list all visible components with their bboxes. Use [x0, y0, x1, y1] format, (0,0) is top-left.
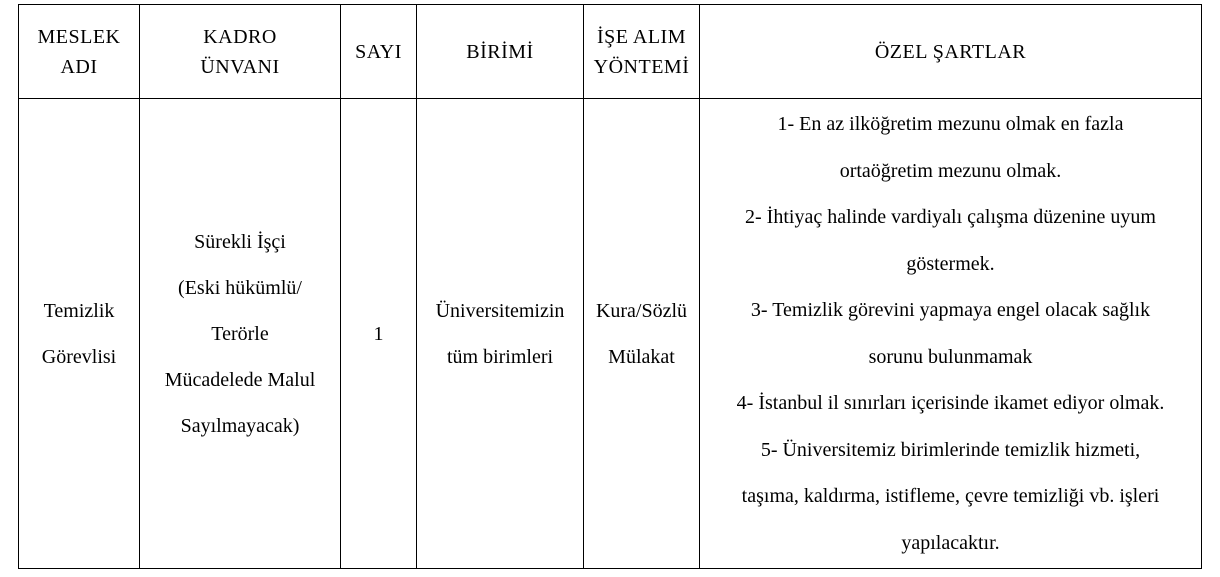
- position-title-line-2: (Eski hükümlü/: [178, 276, 302, 299]
- header-unit-label: BİRİMİ: [466, 40, 534, 63]
- header-unit: [417, 5, 584, 99]
- position-title-line-4: Mücadelede Malul: [164, 368, 316, 391]
- header-count-label: SAYI: [355, 40, 402, 63]
- requirement-line-2: ortaöğretim mezunu olmak.: [839, 159, 1062, 182]
- unit-line-1: Üniversitemizin: [435, 299, 565, 322]
- cell-position-title: [140, 99, 341, 569]
- unit-line-2: tüm birimleri: [446, 345, 554, 368]
- header-count: [341, 5, 417, 99]
- requirement-line-9: taşıma, kaldırma, istifleme, çevre temizliği vb. işleri: [741, 485, 1160, 507]
- header-profession-line-1: MESLEK: [37, 25, 121, 48]
- header-row: [19, 5, 1202, 99]
- profession-line-2: Görevlisi: [41, 345, 117, 368]
- hiring-method-line-2: Mülakat: [608, 345, 675, 368]
- header-requirements-label: ÖZEL ŞARTLAR: [874, 40, 1027, 63]
- header-profession: [19, 5, 140, 99]
- cell-requirements: [700, 99, 1202, 569]
- position-title-line-1: Sürekli İşçi: [194, 230, 286, 253]
- requirement-line-5: 3- Temizlik görevini yapmaya engel olacak sağlık: [750, 299, 1151, 321]
- position-title-line-5: Sayılmayacak): [180, 414, 300, 437]
- cell-hiring-method: [584, 99, 700, 569]
- header-hiring-method: [584, 5, 700, 99]
- cell-profession: [19, 99, 140, 569]
- header-profession-line-2: ADI: [60, 55, 98, 78]
- cell-unit: [417, 99, 584, 569]
- requirement-line-10: yapılacaktır.: [901, 531, 1000, 554]
- requirement-line-3: 2- İhtiyaç halinde vardiyalı çalışma düzenine uyum: [745, 206, 1156, 228]
- job-posting-table: [18, 4, 1202, 569]
- requirement-line-7: 4- İstanbul il sınırları içerisinde ikamet ediyor olmak.: [736, 392, 1165, 414]
- requirement-line-1: 1- En az ilköğretim mezunu olmak en fazla: [777, 113, 1124, 135]
- header-position-title-line-2: ÜNVANI: [200, 55, 280, 78]
- hiring-method-line-1: Kura/Sözlü: [595, 299, 688, 322]
- profession-line-1: Temizlik: [43, 299, 115, 322]
- requirement-line-8: 5- Üniversitemiz birimlerinde temizlik hizmeti,: [760, 438, 1141, 461]
- header-hiring-method-line-1: İŞE ALIM: [597, 25, 686, 48]
- header-requirements: [700, 5, 1202, 99]
- header-position-title: [140, 5, 341, 99]
- cell-count: [341, 99, 417, 569]
- table-row: [19, 99, 1202, 569]
- header-position-title-line-1: KADRO: [203, 25, 277, 48]
- requirement-line-4: göstermek.: [906, 252, 995, 275]
- position-title-line-3: Terörle: [211, 322, 269, 345]
- header-hiring-method-line-2: YÖNTEMİ: [593, 55, 690, 78]
- count-value: 1: [373, 322, 384, 345]
- requirement-line-6: sorunu bulunmamak: [868, 345, 1033, 368]
